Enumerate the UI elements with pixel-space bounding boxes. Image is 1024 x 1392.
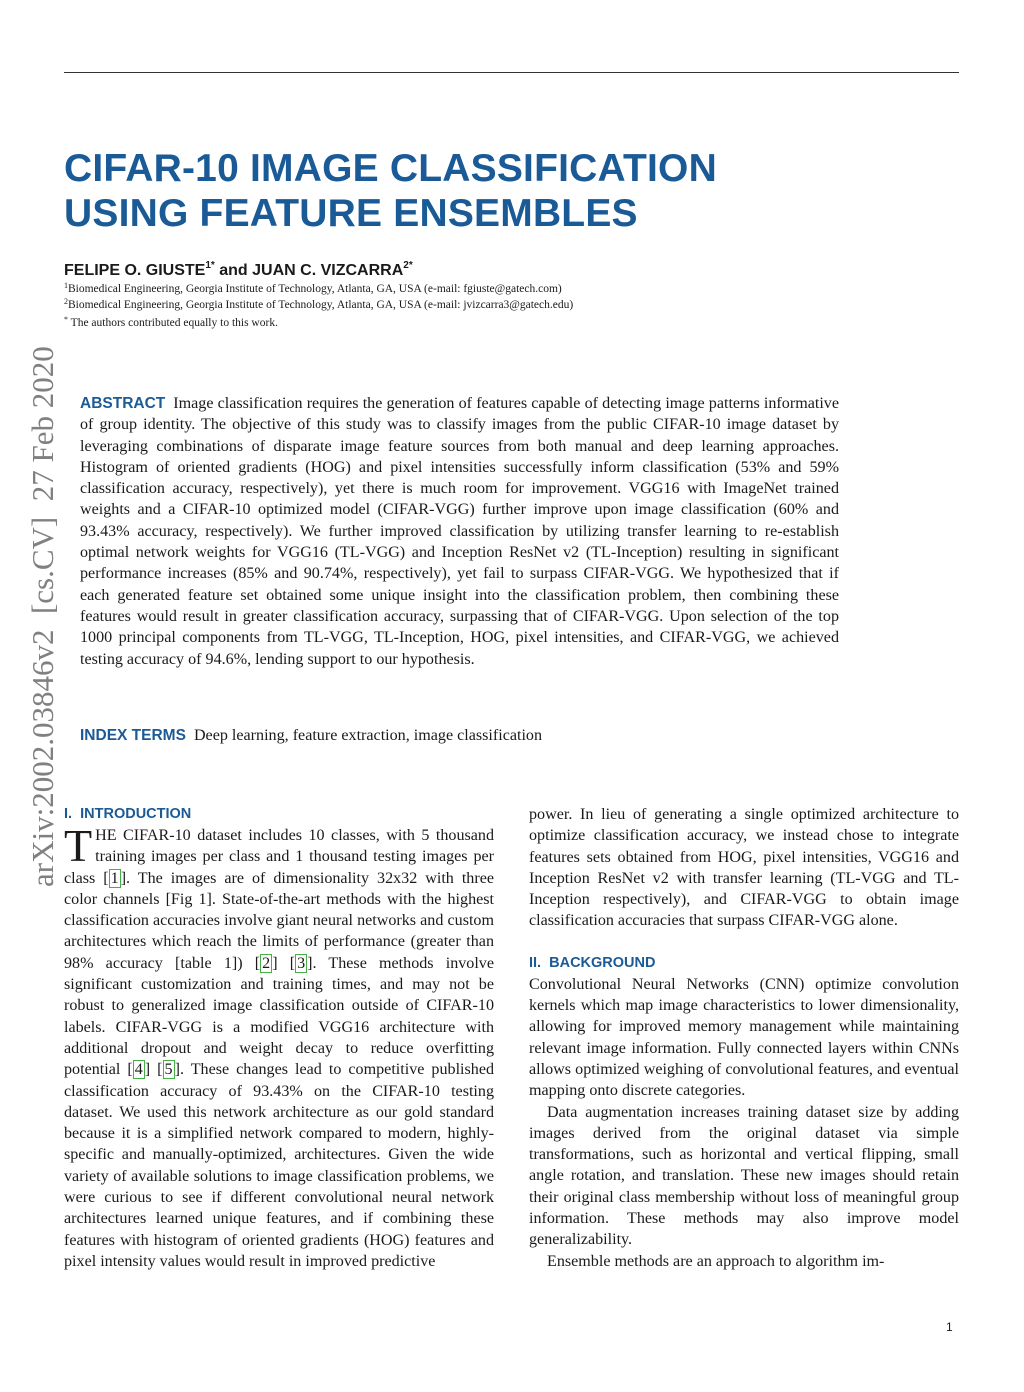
background-paragraph: Data augmentation increases training dataset size by adding images derived from the original dataset via simple transformations, such as horizontal and vertical flipping, small angle rotation, and translation. These new images should retain their original class membership without loss of meaningful group information. These methods may also improve model generalizability. [529,1103,959,1249]
citation-link[interactable]: 2 [262,954,271,972]
affiliation-text: Biomedical Engineering, Georgia Institute of Technology, Atlanta, GA, USA (e-mail: fgiuste@gatech.com) [68,283,562,295]
section-heading-background: II. BACKGROUND [529,954,656,971]
title-line-2: USING FEATURE ENSEMBLES [64,192,638,235]
body-text: HE CIFAR-10 dataset includes 10 classes, with 5 thousand training images per class and 1 thousand testing images per class [64,827,494,887]
body-text: . The images are of dimensionality 32x32 with three color channels [Fig 1]. State-of-the-art methods with the highest classification accuracies involve giant neural networks and custom architectures which reach the limits of performance (greater than 98% accuracy [table 1]) [64,869,495,972]
affiliation-line [64,298,944,314]
abstract [80,393,839,670]
body-text: . These changes lead to competitive published classification accuracy of 93.43% on the CIFAR-10 testing dataset. We used this network architecture as our gold standard because it is a simplified network compared to modern, highly-specific and manually-optimized, architectures. Given the wide variety of available solutions to image classification problems, we were curious to see if different convolutional neural network architectures learned unique features, and if combining these features with histogram of oriented gradients (HOG) features and pixel intensity values would result in improved predictive [64,1061,495,1270]
arxiv-identifier-stamp: arXiv:2002.03846v2 [cs.CV] 27 Feb 2020 [25,346,60,887]
author-line [64,262,413,280]
page-number: 1 [946,1320,953,1334]
drop-cap: T [64,820,93,871]
header-rule [64,72,959,73]
citation-link[interactable]: 3 [297,954,306,972]
abstract-text: Image classification requires the generation of features capable of detecting image patterns informative of group identity. The objective of this study was to classify images from the public CIFAR-10 image dataset by leveraging combinations of disparate image feature sources from both manual and deep learning approaches. Histogram of oriented gradients (HOG) and pixel intensities successfully inform classification (53% and 59% classification accuracy, respectively), yet there is much room for improvement. VGG16 with ImageNet trained weights and a CIFAR-10 optimized model (CIFAR-VGG) further improve upon image classification (60% and 93.43% accuracy, respectively). We further improved classification by utilizing transfer learning to re-establish optimal network weights for VGG16 (TL-VGG) and Inception ResNet v2 (TL-Inception) resulting in significant performance increases (85% and 90.74%, respectively), yet fail to surpass CIFAR-VGG. We hypothesized that if each generated feature set obtained some unique insight into the classification problem, then combining these features would result in greater classification accuracy, surpassing that of CIFAR-VGG. Upon selection of the top 1000 principal components from TL-VGG, TL-Inception, HOG, pixel intensities, and CIFAR-VGG, we achieved testing accuracy of 94.6%, lending support to our hypothesis. [80,395,839,668]
note-mark: * [64,315,68,324]
index-terms-label: INDEX TERMS [80,727,186,744]
affiliations [64,282,944,313]
equal-contribution-note [64,317,278,329]
index-terms-text: Deep learning, feature extraction, image classification [193,727,543,744]
abstract-label: ABSTRACT [80,395,166,412]
section-heading-introduction: I. INTRODUCTION [64,806,192,822]
note-text: The authors contributed equally to this work. [68,317,278,329]
introduction-paragraph: THE CIFAR-10 dataset includes 10 classes, with 5 thousand training images per class and 1 thousand testing images per class [ 1 ]. The images are of dimensionality 32x32 with three color channels [Fig 1]. State-of-the-art methods with the highest classification accuracies involve giant neural networks and custom architectures which reach the limits of performance (greater than 98% accuracy [table 1]) [ 2 ] [ 3 ]. These methods involve significant customization and training times, and may not be robust to generalized image classification outside of CIFAR-10 labels. CIFAR-VGG is a modified VGG16 architecture with additional dropout and weight decay to reduce overfitting potential [ 4 ] [ 5 ]. These changes lead to competitive published classification accuracy of 93.43% on the CIFAR-10 testing dataset. We used this network architecture as our gold standard because it is a simplified network compared to modern, highly-specific and manually-optimized, architectures. Given the wide variety of available solutions to image classification problems, we were curious to see if different convolutional neural network architectures learned unique features, and if combining these features with histogram of oriented gradients (HOG) features and pixel intensity values would result in improved predictive [64,820,495,1270]
author-name: FELIPE O. GIUSTE [64,262,206,279]
affiliation-text: Biomedical Engineering, Georgia Institute of Technology, Atlanta, GA, USA (e-mail: jvizcarra3@gatech.edu) [68,298,574,311]
background-paragraph: Ensemble methods are an approach to algorithm im- [547,1252,885,1270]
background-paragraph: Convolutional Neural Networks (CNN) optimize convolution kernels which map image characteristics to lower dimensionality, allowing for improved memory management while maintaining relevant image information. Fully connected layers within CNNs allows optimized weighing of convolutional features, and eventual mapping onto discrete categories. [529,975,959,1100]
title-line-1: CIFAR-10 IMAGE CLASSIFICATION [64,147,717,190]
affiliation-mark: 2 [64,296,68,306]
body-text: . These methods involve significant customization and training times, and may not be robust to generalized image classification outside of CIFAR-10 labels. CIFAR-VGG is a modified VGG16 architecture with additional dropout and weight decay to reduce overfitting potential [64,954,494,1079]
author-marks: 1* [205,260,215,271]
author-joiner: and [214,262,253,279]
author-marks: 2* [403,260,413,271]
introduction-continuation: power. In lieu of generating a single optimized architecture to optimize classification accuracy, we instead chose to integrate features sets obtained from HOG, pixel intensities, VGG16 and Inception ResNet v2 with transfer learning (TL-VGG and TL-Inception respectively), and CIFAR-VGG to obtain image classification accuracies that surpass CIFAR-VGG alone. [529,806,959,930]
right-column [529,804,959,1272]
index-terms [80,725,840,746]
citation-link[interactable]: 4 [134,1061,143,1079]
left-column [64,804,494,1272]
author-name: JUAN C. VIZCARRA [252,262,404,279]
citation-link[interactable]: 5 [164,1061,173,1079]
citation-link[interactable]: 1 [110,869,119,887]
affiliation-mark: 1 [64,281,68,290]
paper-title [64,146,944,236]
affiliation-line [64,282,944,298]
